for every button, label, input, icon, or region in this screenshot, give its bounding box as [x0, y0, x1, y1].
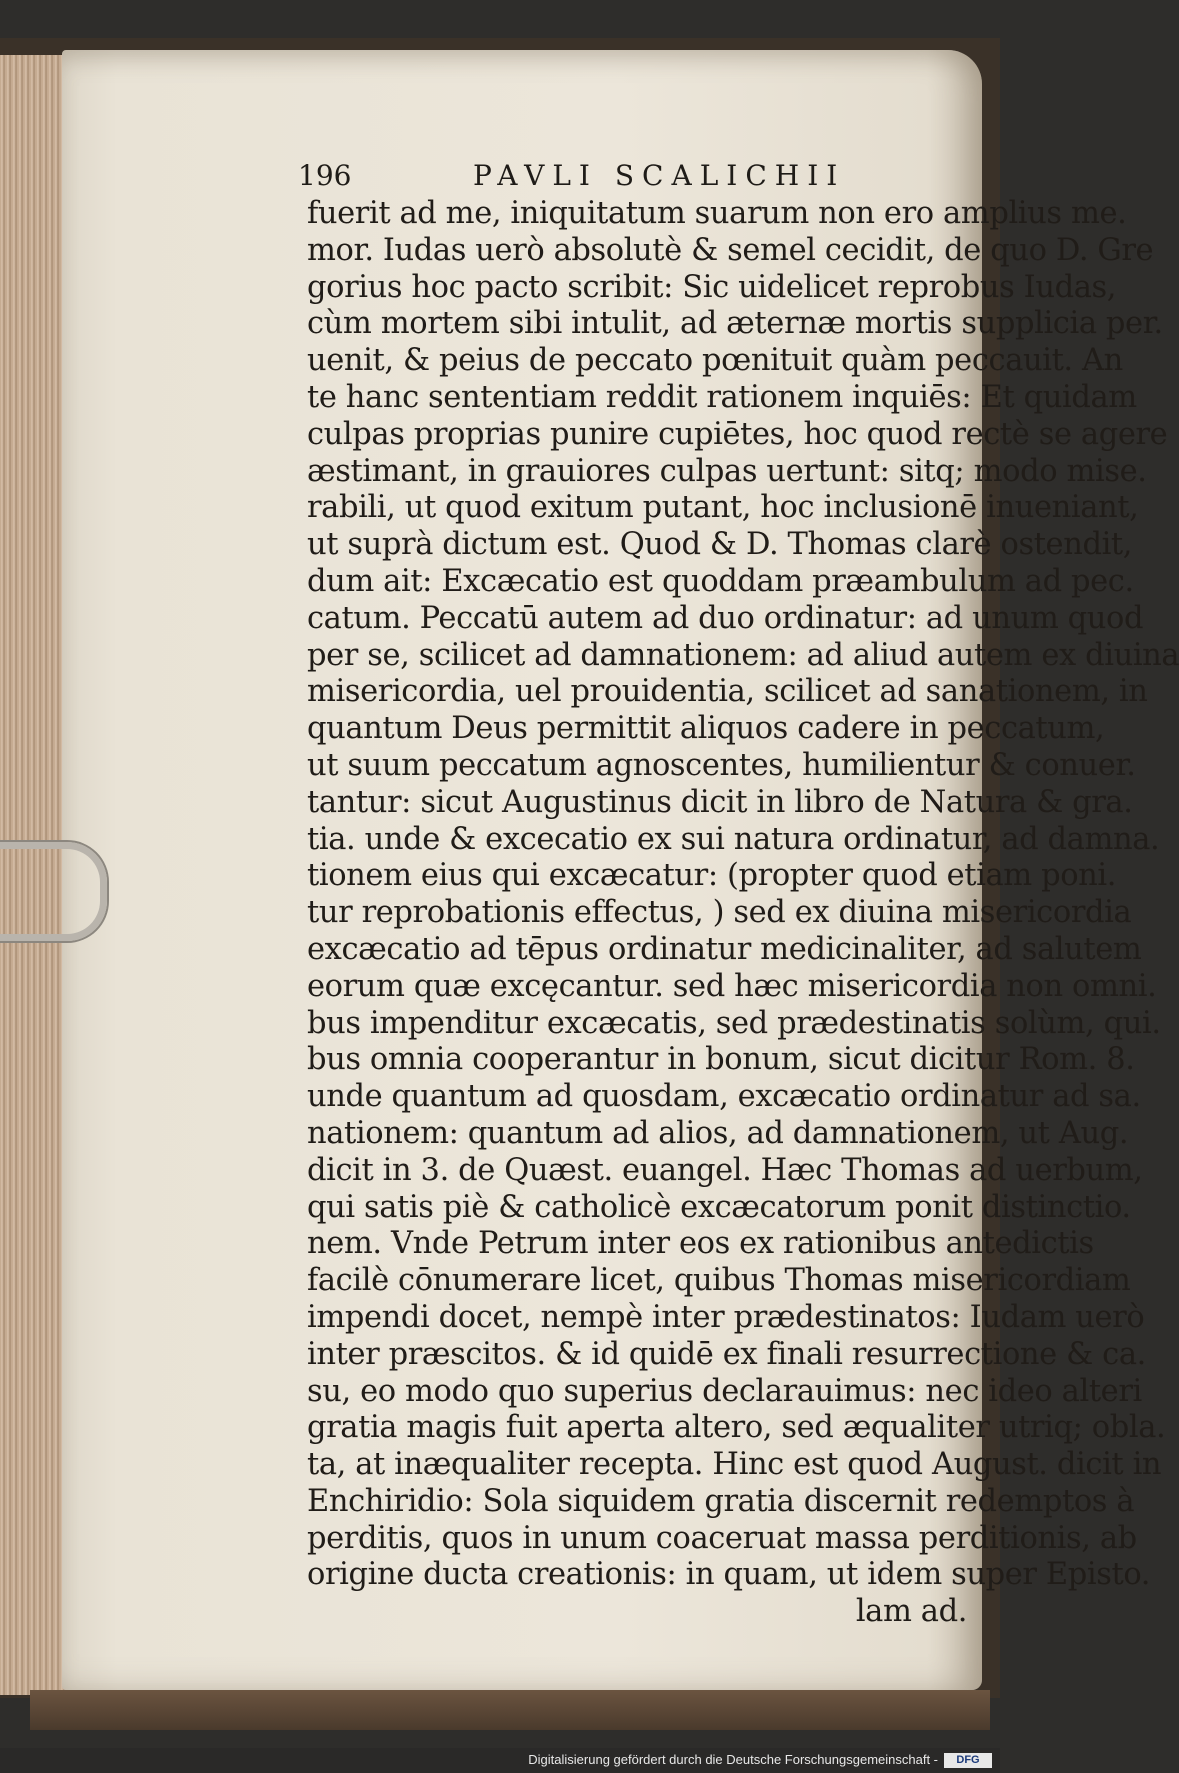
text-line: perditis, quos in unum coaceruat massa perditionis, ab: [307, 1520, 1137, 1556]
text-line: ut suprà dictum est. Quod & D. Thomas clarè ostendit,: [307, 527, 1133, 563]
text-line: ut suum peccatum agnoscentes, humilientur & conuer.: [307, 747, 1136, 783]
text-line: ta, at inæqualiter recepta. Hinc est quod August. dicit in: [307, 1447, 1162, 1483]
text-line: gorius hoc pacto scribit: Sic uidelicet reprobus Iudas,: [307, 269, 1117, 305]
text-line: culpas proprias punire cupiētes, hoc quod rectè se agere: [307, 416, 1168, 452]
text-line: bus omnia cooperantur in bonum, sicut dicitur Rom. 8.: [307, 1042, 1135, 1078]
text-line: eorum quæ excęcantur. sed hæc misericordia non omni.: [307, 968, 1157, 1004]
dfg-logo: DFG: [944, 1753, 992, 1768]
text-line: tantur: sicut Augustinus dicit in libro de Natura & gra.: [307, 784, 1133, 820]
text-line: Enchiridio: Sola siquidem gratia discernit redemptos à: [307, 1483, 1135, 1519]
text-line: su, eo modo quo superius declarauimus: nec ideo alteri: [307, 1373, 1142, 1409]
text-line: tur reprobationis effectus, ) sed ex diuina misericordia: [307, 895, 1132, 931]
digitization-credit: Digitalisierung gefördert durch die Deutsche Forschungsgemeinschaft -: [528, 1752, 938, 1767]
text-line: impendi docet, nempè inter prædestinatos: Iudam uerò: [307, 1299, 1145, 1335]
text-line: bus impenditur excæcatis, sed prædestinatis solùm, qui.: [307, 1005, 1161, 1041]
text-line: te hanc sententiam reddit rationem inquiēs: Et quidam: [307, 379, 1137, 415]
book-bottom-edge: [30, 1690, 990, 1730]
text-line: inter præscitos. & id quidē ex finali resurrectione & ca.: [307, 1336, 1146, 1372]
text-line: misericordia, uel prouidentia, scilicet ad sanationem, in: [307, 674, 1148, 710]
text-line: rabili, ut quod exitum putant, hoc inclusionē inueniant,: [307, 490, 1139, 526]
catchword: lam ad.: [855, 1594, 967, 1630]
running-title: PAVLI SCALICHII: [473, 159, 846, 192]
text-line: excæcatio ad tēpus ordinatur medicinaliter, ad salutem: [307, 931, 1142, 967]
text-line: catum. Peccatū autem ad duo ordinatur: ad unum quod: [307, 600, 1144, 636]
text-line: nationem: quantum ad alios, ad damnationem, ut Aug.: [307, 1115, 1129, 1151]
text-line: nem. Vnde Petrum inter eos ex rationibus antedictis: [307, 1226, 1094, 1262]
page-number: 196: [298, 159, 352, 192]
text-line: unde quantum ad quosdam, excæcatio ordinatur ad sa.: [307, 1079, 1141, 1115]
footer-strip: [0, 1748, 1000, 1773]
text-line: dum ait: Excæcatio est quoddam præambulum ad pec.: [307, 563, 1134, 599]
text-line: cùm mortem sibi intulit, ad æternæ mortis supplicia per.: [307, 306, 1163, 342]
text-line: facilè cōnumerare licet, quibus Thomas misericordiam: [307, 1263, 1131, 1299]
text-line: mor. Iudas uerò absolutè & semel cecidit, de quo D. Gre: [307, 232, 1154, 268]
text-line: æstimant, in grauiores culpas uertunt: sitq; modo mise.: [307, 453, 1147, 489]
text-line: quantum Deus permittit aliquos cadere in peccatum,: [307, 711, 1105, 747]
text-line: per se, scilicet ad damnationem: ad aliud autem ex diuina: [307, 637, 1179, 673]
text-line: fuerit ad me, iniquitatum suarum non ero amplius me.: [307, 196, 1127, 231]
text-line: origine ducta creationis: in quam, ut idem super Episto.: [307, 1557, 1151, 1593]
book-clasp: [0, 842, 107, 941]
text-line: tionem eius qui excæcatur: (propter quod etiam poni.: [307, 858, 1117, 894]
text-line: dicit in 3. de Quæst. euangel. Hæc Thomas ad uerbum,: [307, 1152, 1143, 1188]
text-block: [307, 196, 1179, 1631]
text-line: gratia magis fuit aperta altero, sed æqualiter utriq; obla.: [307, 1410, 1166, 1446]
text-line: uenit, & peius de peccato pœnituit quàm peccauit. An: [307, 343, 1123, 379]
text-line: tia. unde & excecatio ex sui natura ordinatur, ad damna.: [307, 821, 1160, 857]
running-head: [298, 159, 898, 199]
text-line: qui satis piè & catholicè excæcatorum ponit distinctio.: [307, 1189, 1131, 1225]
